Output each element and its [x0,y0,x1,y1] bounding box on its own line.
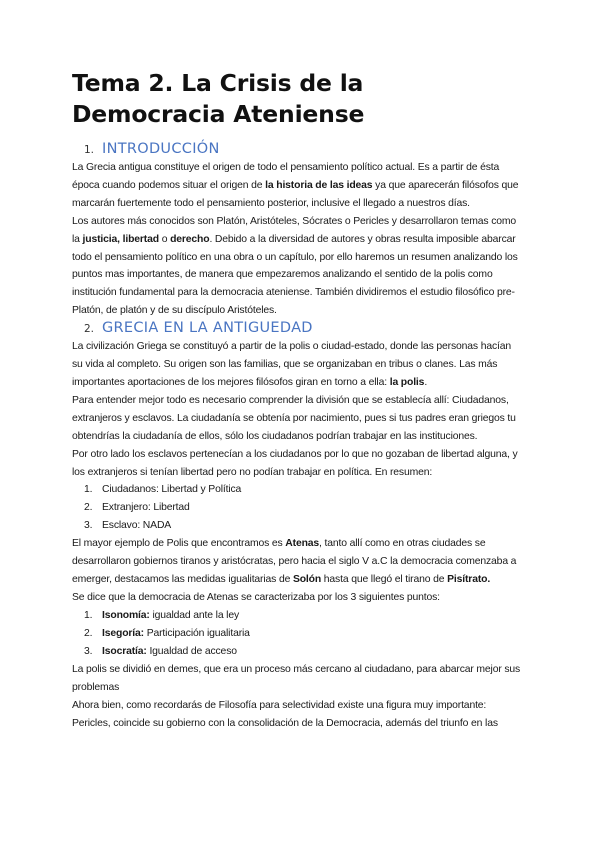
bold-text: Pisítrato. [447,574,491,586]
section-number: 1. [84,144,95,156]
document-page [72,68,522,733]
section-heading-introduccion [84,141,522,157]
list-item: 2. Isegoría: Participación igualitaria [84,628,250,640]
paragraph: La civilización Griega se constituyó a partir de la polis o ciudad-estado, donde las personas hacían su vida al completo. Su origen son las familias, que se organizaban en tribus o clanes. Las más importantes aportaciones de los mejores filósofos giran en torno a ella: la polis. [72,341,511,388]
list-item: 2. Extranjero: Libertad [84,502,190,514]
bold-text: la polis [389,376,425,388]
section-title: GRECIA EN LA ANTIGUEDAD [102,320,313,337]
bold-text: la historia de las ideas [265,179,373,191]
bold-text: Solón [292,574,322,586]
section-number: 2. [84,323,95,336]
section-title: INTRODUCCIÓN [102,141,220,157]
bold-text: Atenas [285,538,320,550]
list-item: 3. Isocratía: Igualdad de acceso [84,646,237,658]
status-list [72,481,522,535]
page-title: Tema 2. La Crisis de la Democracia Ateniense [72,69,365,128]
section-heading-grecia [84,320,522,336]
paragraph: Se dice que la democracia de Atenas se caracterizaba por los 3 siguientes puntos: [72,592,440,604]
list-item: 1. Ciudadanos: Libertad y Política [84,484,242,496]
paragraph: Para entender mejor todo es necesario comprender la división que se establecía allí: Ciudadanos, extranjeros y esclavos. La ciudadanía se obtenía por nacimiento, pues si tus padres eran griegos tu obtendrías la ciudadanía de ellos, sólo los ciudadanos podrían trabajar en las instituciones. [72,394,516,442]
list-item: 1. Isonomía: igualdad ante la ley [84,610,240,622]
paragraph: La polis se dividió en demes, que era un proceso más cercano al ciudadano, para abarcar mejor sus problemas [72,664,521,693]
bold-text: derecho [170,233,210,245]
democracy-points-list [72,607,522,661]
bold-text: justicia, libertad [82,233,159,245]
paragraph: Los autores más conocidos son Platón, Aristóteles, Sócrates o Pericles y desarrollaron temas como la justicia, libertad o derecho. Debido a la diversidad de autores y obras resulta imposible abarcar todo el pensamiento político en una obra o un capítulo, por ello haremos un resumen analizando los puntos mas importantes, de manera que empezaremos analizando el sentido de la polis como institución fundamental para la democracia ateniense. También dividiremos el estudio filosófico pre-Platón, de platón y de su discípulo Aristóteles. [72,215,518,317]
paragraph: La Grecia antigua constituye el origen de todo el pensamiento político actual. Es a partir de ésta época cuando podemos situar el origen de la historia de las ideas ya que aparecerán filósofos que marcarán fuertemente todo el pensamiento posterior, inclusive el llegado a nuestros días. [72,162,519,209]
paragraph: Por otro lado los esclavos pertenecían a los ciudadanos por lo que no gozaban de libertad alguna, y los extranjeros si tenían libertad pero no podían trabajar en política. En resumen: [72,448,518,478]
paragraph: Ahora bien, como recordarás de Filosofía para selectividad existe una figura muy importante: Pericles, coincide su gobierno con la consolidación de la Democracia, además del triunfo en las [72,699,498,729]
paragraph: El mayor ejemplo de Polis que encontramos es Atenas, tanto allí como en otras ciudades se desarrollaron gobiernos tiranos y aristócratas, pero hacia el siglo V a.C la democracia comenzaba a emerger, destacamos las medidas igualitarias de Solón hasta que llegó el tirano de Pisítrato. [72,538,517,586]
list-item: 3. Esclavo: NADA [84,520,172,532]
